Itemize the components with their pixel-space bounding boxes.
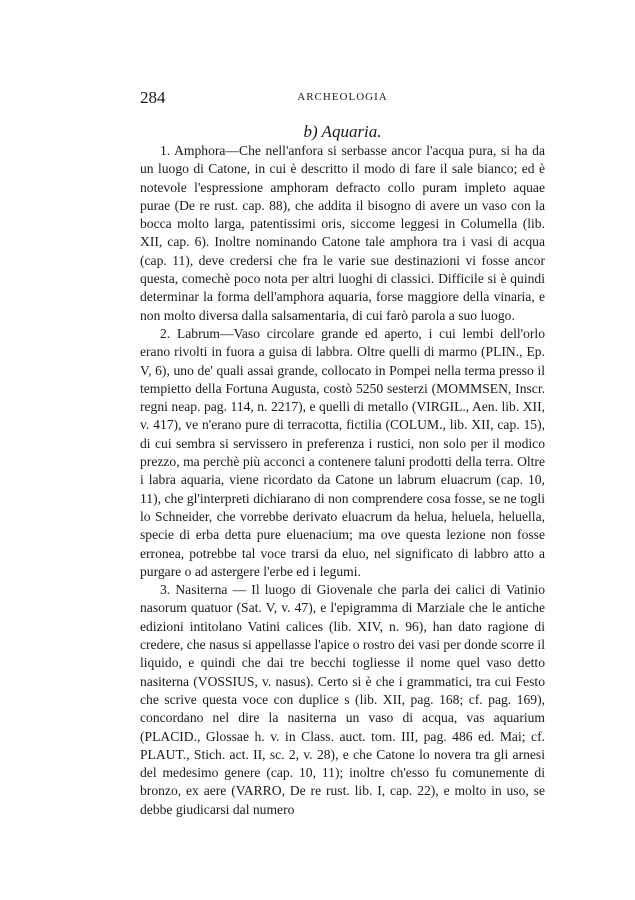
paragraph-labrum: 2. Labrum—Vaso circolare grande ed aperto, i cui lembi dell'orlo erano rivolti in fuora a guisa di labbra. Oltre quelli di marmo (PLIN., Ep. V, 6), uno de' quali assai grande, collocato in Pompei nella terma presso il tempietto della Fortuna Augusta, costò 5250 sesterzi (MOMMSEN, Inscr. regni neap. pag. 114, n. 2217), e quelli di metallo (VIRGIL., Aen. lib. XII, v. 417), ve n'erano pure di terracotta, fictilia (COLUM., lib. XII, cap. 15), di cui sembra si servissero in preferenza i rustici, non solo per il modico prezzo, ma perchè più acconci a contenere taluni prodotti della terra. Oltre i labra aquaria, viene ricordato da Catone un labrum eluacrum (cap. 10, 11), che gl'interpreti dichiarano di non comprendere cosa fosse, se ne togli lo Schneider, che vorrebbe derivato eluacrum da helua, heluela, heluella, specie di erba detta pure eluenacium; ma ove questa lezione non fosse erronea, potrebbe tal voce trarsi da eluo, nel significato di labbro atto a purgare o ad astergere l'erbe ed i legumi. xyxy=(140,325,545,579)
paragraph-nasiterna: 3. Nasiterna — Il luogo di Giovenale che parla dei calici di Vatinio nasorum quatuor (Sat. V, v. 47), e l'epigramma di Marziale che le antiche edizioni intitolano Vatini calices (lib. XIV, n. 96), han dato ragione di credere, che nasus si appellasse l'apice o rostro dei vasi per donde scorre il liquido, e quindi che dai tre becchi togliesse il nome quel vaso detto nasiterna (VOSSIUS, v. nasus). Certo si è che i grammatici, tra cui Festo che scrive questa voce con duplice s (lib. XII, pag. 168; cf. pag. 169), concordano nel dire la nasiterna un vaso di acqua, vas aquarium (PLACID., Glossae h. v. in Class. auct. tom. III, pag. 486 ed. Mai; cf. PLAUT., Stich. act. II, sc. 2, v. 28), e che Catone lo novera tra gli arnesi del medesimo genere (cap. 10, 11); inoltre ch'esso fu comunemente di bronzo, ex aere (VARRO, De re rust. lib. I, cap. 22), e molto in uso, se debbe giudicarsi dal numero xyxy=(140,582,545,817)
page-header xyxy=(140,88,545,110)
page-number: 284 xyxy=(140,88,166,107)
body-text xyxy=(140,142,545,819)
section-heading: b) Aquaria. xyxy=(303,122,382,141)
paragraph-amphora: 1. Amphora—Che nell'anfora si serbasse ancor l'acqua pura, si ha da un luogo di Catone, in cui è descritto il modo di fare il sale bianco; ed è notevole l'espressione amphoram defracto collo puram impleto aquae purae (De re rust. cap. 88), che addita il bisogno di avere un vaso con la bocca molto larga, patentissimi oris, siccome leggesi in Columella (lib. XII, cap. 6). Inoltre nominando Catone tale amphora tra i vasi di acqua (cap. 11), deve credersi che fra le varie sue destinazioni vi fosse ancor questa, comechè poco nota per altri luoghi di classici. Difficile si è quindi determinar la forma dell'amphora aquaria, forse maggiore della vinaria, e non molto diversa dalla salsamentaria, di cui farò parola a suo luogo. xyxy=(140,143,545,323)
running-title: ARCHEOLOGIA xyxy=(297,91,388,103)
